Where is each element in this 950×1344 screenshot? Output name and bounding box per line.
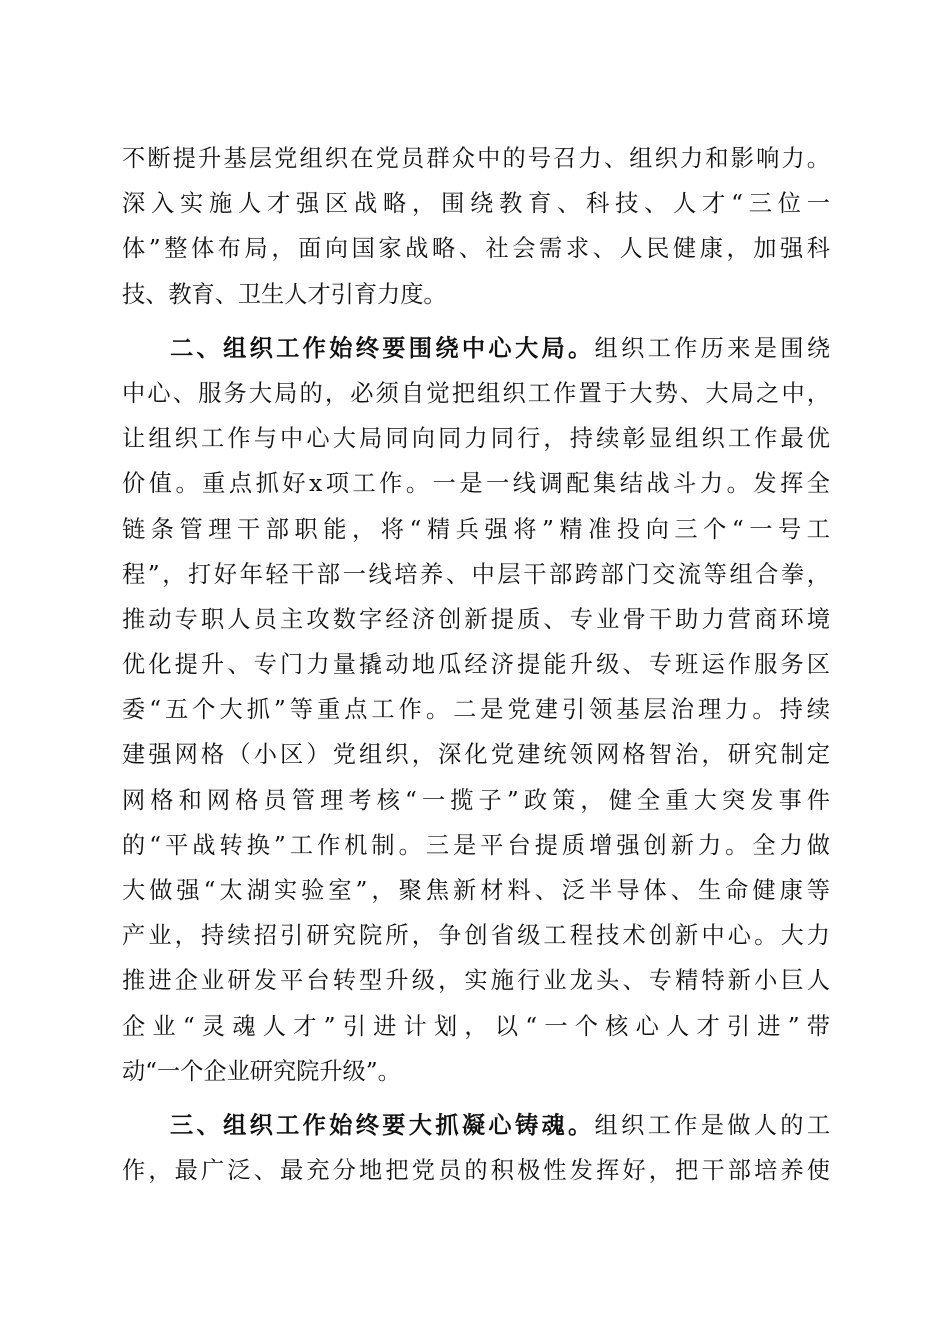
paragraph-line: 让组织工作与中心大局同向同力同行，持续彰显组织工作最优: [122, 425, 830, 453]
paragraph-text: 组织工作是做人的工: [594, 1111, 830, 1139]
paragraph-line: 中心、服务大局的，必须自觉把组织工作置于大势、大局之中，: [122, 379, 830, 407]
paragraph-line: 程”，打好年轻干部一线培养、中层干部跨部门交流等组合拳，: [122, 560, 830, 588]
paragraph-line: 产业，持续招引研究院所，争创省级工程技术创新中心。大力: [122, 922, 830, 950]
paragraph-line: 链条管理干部职能，将“精兵强将”精准投向三个“一号工: [122, 515, 830, 543]
paragraph-line: 企业“灵魂人才”引进计划，以“一个核心人才引进”带: [122, 1012, 830, 1040]
paragraph-line: 建强网格（小区）党组织，深化党建统领网格智治，研究制定: [122, 741, 830, 769]
section-heading: 二、组织工作始终要围绕中心大局。: [170, 334, 595, 362]
paragraph-line: 网格和网格员管理考核“一揽子”政策，健全重大突发事件: [122, 786, 830, 814]
paragraph-text: 组织工作历来是围绕: [594, 334, 830, 362]
paragraph-line: 体”整体布局，面向国家战略、社会需求、人民健康，加强科: [122, 235, 830, 263]
paragraph-line: 推进企业研发平台转型升级，实施行业龙头、专精特新小巨人: [122, 967, 830, 995]
body-text: [122, 136, 830, 1193]
paragraph-line: 推动专职人员主攻数字经济创新提质、专业骨干助力营商环境: [122, 605, 830, 633]
paragraph-1: [122, 136, 830, 317]
section-heading: 三、组织工作始终要大抓凝心铸魂。: [170, 1111, 595, 1139]
paragraph-line: 委“五个大抓”等重点工作。二是党建引领基层治理力。持续: [122, 696, 830, 724]
paragraph-line: 的“平战转换”工作机制。三是平台提质增强创新力。全力做: [122, 831, 830, 859]
paragraph-line: 深入实施人才强区战略，围绕教育、科技、人才“三位一: [122, 190, 830, 218]
paragraph-line: 价值。重点抓好x项工作。一是一线调配集结战斗力。发挥全: [122, 470, 830, 498]
paragraph-line: 大做强“太湖实验室”，聚焦新材料、泛半导体、生命健康等: [122, 877, 830, 904]
paragraph-line: 不断提升基层党组织在党员群众中的号召力、组织力和影响力。: [122, 145, 830, 172]
paragraph-line: 技、教育、卫生人才引育力度。: [122, 280, 447, 308]
paragraph-3: [122, 1103, 830, 1193]
paragraph-2: [122, 326, 830, 1094]
paragraph-first-line: [122, 1103, 830, 1148]
paragraph-line: 优化提升、专门力量撬动地瓜经济提能升级、专班运作服务区: [122, 651, 830, 679]
paragraph-first-line: [122, 326, 830, 371]
paragraph-line: 动“一个企业研究院升级”。: [122, 1057, 401, 1085]
paragraph-line: 作，最广泛、最充分地把党员的积极性发挥好，把干部培养使: [122, 1157, 830, 1185]
